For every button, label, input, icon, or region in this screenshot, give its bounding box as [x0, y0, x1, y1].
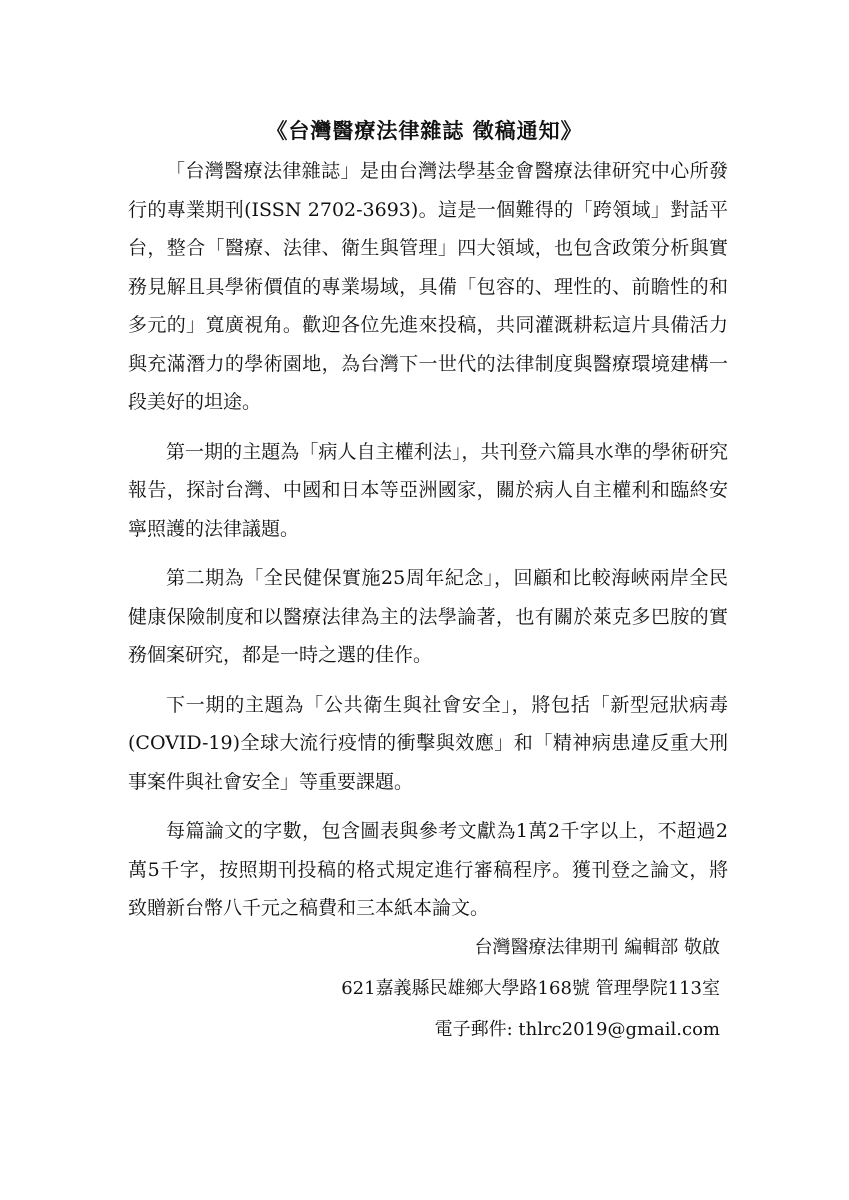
paragraph-issue-two: 第二期為「全民健保實施25周年紀念」，回顧和比較海峽兩岸全民健康保險制度和以醫療法律為主的法學論著，也有關於萊克多巴胺的實務個案研究，都是一時之選的佳作。	[128, 567, 728, 666]
paragraph-issue-one: 第一期的主題為「病人自主權利法」，共刊登六篇具水準的學術研究報告，探討台灣、中國和日本等亞洲國家，關於病人自主權利和臨終安寧照護的法律議題。	[128, 440, 728, 540]
contact-email: 電子郵件: thlrc2019@gmail.com	[434, 1019, 720, 1040]
editor-signature: 台灣醫療法律期刊 編輯部 敬啟	[474, 937, 720, 958]
signature-block	[341, 927, 720, 1050]
document-body	[128, 152, 728, 939]
paragraph-submission-rules: 每篇論文的字數，包含圖表與參考文獻為1萬2千字以上，不超過2萬5千字，按照期刊投稿的格式規定進行審稿程序。獲刊登之論文，將致贈新台幣八千元之稿費和三本紙本論文。	[128, 820, 728, 919]
document-title: 《台灣醫療法律雜誌 徵稿通知》	[266, 118, 583, 143]
paragraph-next-issue: 下一期的主題為「公共衛生與社會安全」，將包括「新型冠狀病毒(COVID-19)全球大流行疫情的衝擊與效應」和「精神病患違反重大刑事案件與社會安全」等重要課題。	[128, 693, 728, 793]
mailing-address: 621嘉義縣民雄鄉大學路168號 管理學院113室	[341, 978, 720, 999]
paragraph-introduction: 「台灣醫療法律雜誌」是由台灣法學基金會醫療法律研究中心所發行的專業期刊(ISSN 2702-3693)。這是一個難得的「跨領域」對話平台，整合「醫療、法律、衛生與管理」四大領域，也包含政策分析與實務見解且具學術價值的專業場域，具備「包容的、理性的、前瞻性的和多元的」寬廣視角。歡迎各位先進來投稿，共同灌溉耕耘這片具備活力與充滿潛力的學術園地，為台灣下一世代的法律制度與醫療環境建構一段美好的坦途。	[128, 160, 728, 413]
